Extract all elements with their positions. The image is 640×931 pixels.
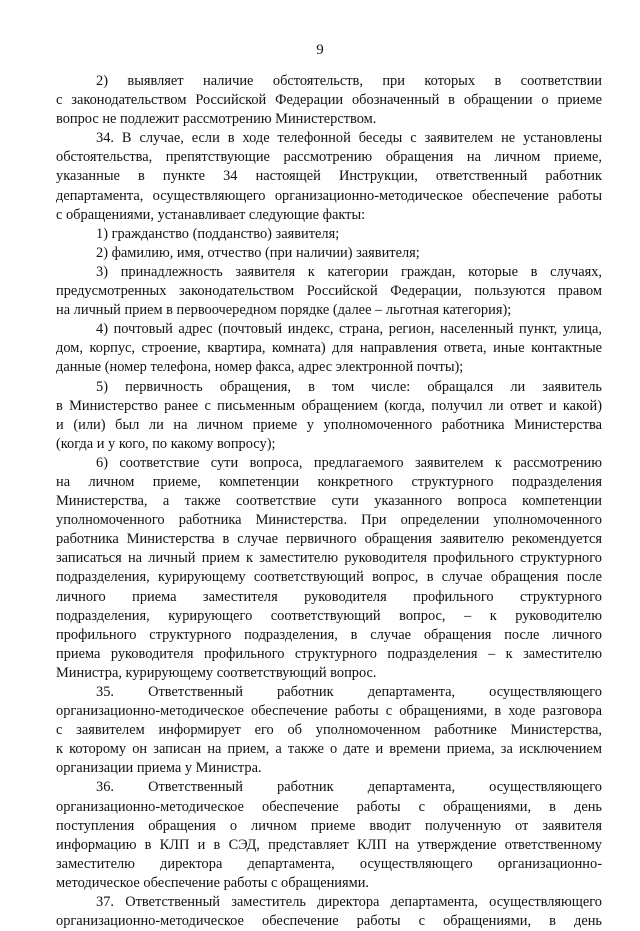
text-line: заместителю директора департамента, осуществляющего организационно-	[56, 855, 602, 872]
text-line: департамента, осуществляющего организационно-методическое обеспечение работы	[56, 187, 602, 204]
text-line: записаться на личный прием к заместителю руководителя профильного структурного	[56, 550, 602, 567]
text-line: с заявителем информирует его об уполномоченном работнике Министерства,	[56, 722, 602, 739]
text-line: 3) принадлежность заявителя к категории граждан, которые в случаях,	[96, 263, 602, 280]
text-line: 4) почтовый адрес (почтовый индекс, страна, регион, населенный пункт, улица,	[96, 321, 602, 338]
text-line: и (или) был ли на личном приеме у уполномоченного работника Министерства	[56, 416, 602, 433]
document-body	[56, 72, 602, 931]
text-line: профильного структурного подразделения, в случае обращения после личного	[56, 626, 602, 643]
text-line: 37. Ответственный заместитель директора департамента, осуществляющего	[96, 894, 602, 911]
text-line: с обращениями, устанавливает следующие факты:	[56, 206, 366, 223]
text-line: на личный прием в первоочередном порядке (далее – льготная категория);	[56, 302, 512, 319]
text-line: подразделения, курирующего соответствующий вопрос, – к руководителю	[56, 607, 602, 624]
text-line: 36. Ответственный работник департамента, осуществляющего	[96, 779, 602, 796]
text-line: 2) фамилию, имя, отчество (при наличии) заявителя;	[96, 244, 420, 261]
text-line: уполномоченного работника Министерства. При определении уполномоченного	[56, 512, 602, 529]
text-line: к которому он записан на прием, а также о дате и времени приема, за исключением	[56, 741, 602, 758]
text-line: организации приема у Министра.	[56, 760, 262, 777]
text-line: приема руководителя профильного структурного подразделения – к заместителю	[56, 645, 602, 662]
text-line: методическое обеспечение работы с обращениями.	[56, 874, 370, 891]
text-line: 34. В случае, если в ходе телефонной беседы с заявителем не установлены	[96, 130, 602, 147]
page-number: 9	[316, 42, 324, 58]
text-line: 6) соответствие сути вопроса, предлагаемого заявителем к рассмотрению	[96, 454, 602, 471]
text-line: информацию в КЛП и в СЭД, представляет КЛП на утверждение ответственному	[56, 836, 602, 853]
text-line: данные (номер телефона, номер факса, адрес электронной почты);	[56, 359, 464, 376]
text-line: организационно-методическое обеспечение работы с обращениями, в день	[56, 913, 602, 930]
text-line: обстоятельства, препятствующие рассмотрению обращения на личном приеме,	[56, 149, 602, 166]
text-line: предусмотренных законодательством Российской Федерации, пользуются правом	[56, 283, 602, 300]
text-line: 1) гражданство (подданство) заявителя;	[96, 225, 340, 242]
text-line: на личном приеме, компетенции конкретного структурного подразделения	[56, 473, 602, 490]
text-line: дом, корпус, строение, квартира, комната) для направления ответа, иные контактные	[56, 340, 602, 357]
text-line: вопрос не подлежит рассмотрению Министерством.	[56, 111, 377, 128]
text-line: организационно-методическое обеспечение работы с обращениями, в день	[56, 798, 602, 815]
text-line: личного приема заместителя руководителя профильного структурного	[56, 588, 602, 605]
text-line: указанные в пункте 34 настоящей Инструкции, ответственный работник	[56, 168, 602, 185]
text-line: Министра, курирующему соответствующий вопрос.	[56, 664, 377, 681]
text-line: 2) выявляет наличие обстоятельств, при которых в соответствии	[96, 73, 602, 89]
text-line: поступления обращения о личном приеме вводит полученную от заявителя	[56, 817, 602, 834]
text-line: с законодательством Российской Федерации обозначенный в обращении о приеме	[56, 92, 602, 109]
text-line: 35. Ответственный работник департамента, осуществляющего	[96, 684, 602, 700]
text-line: Министерства, а также соответствие сути указанного вопроса компетенции	[56, 493, 602, 510]
text-line: подразделения, курирующему соответствующий вопрос, в случае обращения после	[56, 569, 602, 586]
text-line: организационно-методическое обеспечение работы с обращениями, в ходе разговора	[56, 703, 602, 720]
text-line: в Министерство ранее с письменным обращением (когда, получил ли ответ и какой)	[56, 397, 602, 414]
text-line: 5) первичность обращения, в том числе: обращался ли заявитель	[96, 378, 602, 395]
text-line: работника Министерства в случае первичного обращения заявителю рекомендуется	[56, 531, 602, 548]
text-line: (когда и у кого, по какому вопросу);	[56, 435, 276, 452]
